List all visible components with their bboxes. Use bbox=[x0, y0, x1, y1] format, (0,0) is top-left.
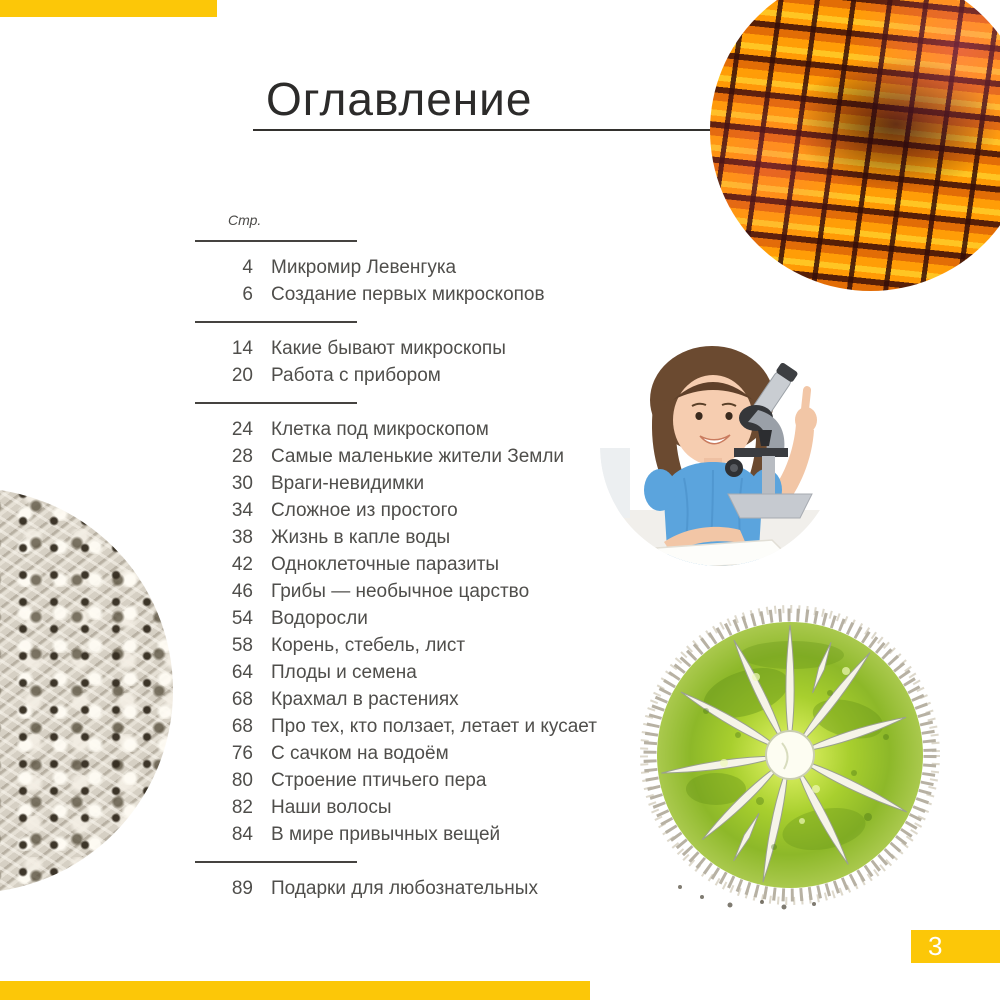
toc-page-number: 34 bbox=[231, 500, 253, 521]
toc-separator bbox=[195, 402, 357, 404]
girl-with-microscope-illustration bbox=[600, 328, 838, 566]
toc-row bbox=[195, 740, 615, 767]
toc-entry-title: Плоды и семена bbox=[271, 662, 417, 683]
toc-page-number: 14 bbox=[231, 338, 253, 359]
toc-entry-title: Работа с прибором bbox=[271, 365, 441, 386]
toc-entry-title: Жизнь в капле воды bbox=[271, 527, 451, 548]
toc-row bbox=[195, 794, 615, 821]
toc-page-number: 84 bbox=[231, 824, 253, 845]
page-number-badge bbox=[911, 930, 1000, 963]
toc-page-number: 6 bbox=[242, 284, 253, 305]
toc-page-number: 30 bbox=[231, 473, 253, 494]
toc-page-number: 28 bbox=[231, 446, 253, 467]
toc-page-number: 24 bbox=[231, 419, 253, 440]
girl-with-microscope-image bbox=[600, 328, 838, 566]
green-alga-micrograph-image bbox=[635, 600, 945, 910]
page-column-label: Стр. bbox=[228, 212, 262, 228]
toc-row bbox=[195, 254, 615, 281]
toc-entry-title: Наши волосы bbox=[271, 797, 392, 818]
title-underline bbox=[253, 129, 712, 131]
toc-page-number: 58 bbox=[231, 635, 253, 656]
toc-page-number: 89 bbox=[231, 878, 253, 899]
toc-entry-title: Крахмал в растениях bbox=[271, 689, 459, 710]
toc-separator bbox=[195, 861, 357, 863]
toc-entry-title: В мире привычных вещей bbox=[271, 824, 501, 845]
toc-entry-title: Клетка под микроскопом bbox=[271, 419, 489, 440]
toc-page-number: 68 bbox=[231, 689, 253, 710]
toc-page-number: 82 bbox=[231, 797, 253, 818]
toc-page-number: 64 bbox=[231, 662, 253, 683]
toc-row bbox=[195, 551, 615, 578]
toc-row bbox=[195, 281, 615, 308]
spongy-fiber-micrograph-image bbox=[0, 488, 173, 893]
toc-entry-title: Подарки для любознательных bbox=[271, 878, 538, 899]
toc-page-number: 20 bbox=[231, 365, 253, 386]
toc-row bbox=[195, 362, 615, 389]
toc-row bbox=[195, 875, 615, 902]
toc-entry-title: Водоросли bbox=[271, 608, 368, 629]
toc-entry-title: Корень, стебель, лист bbox=[271, 635, 466, 656]
page-title: Оглавление bbox=[266, 73, 533, 125]
top-left-accent-bar bbox=[0, 0, 217, 17]
toc-row bbox=[195, 821, 615, 848]
toc-row bbox=[195, 524, 615, 551]
toc-row bbox=[195, 335, 615, 362]
toc-row bbox=[195, 632, 615, 659]
toc-page-number: 76 bbox=[231, 743, 253, 764]
toc-row bbox=[195, 497, 615, 524]
toc-page-number: 80 bbox=[231, 770, 253, 791]
butterfly-wing-scales-image bbox=[710, 0, 1000, 291]
toc-row bbox=[195, 416, 615, 443]
toc-entry-title: Грибы — необычное царство bbox=[271, 581, 530, 602]
toc-entry-title: Враги-невидимки bbox=[271, 473, 425, 494]
toc-entry-title: Микромир Левенгука bbox=[271, 257, 457, 278]
toc-entry-title: Строение птичьего пера bbox=[271, 770, 487, 791]
toc-page-number: 46 bbox=[231, 581, 253, 602]
toc-list bbox=[195, 227, 615, 902]
toc-entry-title: Самые маленькие жители Земли bbox=[271, 446, 565, 467]
page-number: 3 bbox=[928, 931, 943, 961]
toc-row bbox=[195, 443, 615, 470]
toc-entry-title: Про тех, кто ползает, летает и кусает bbox=[271, 716, 597, 737]
bottom-accent-bar bbox=[0, 981, 590, 1000]
toc-row bbox=[195, 470, 615, 497]
toc-separator bbox=[195, 240, 357, 242]
toc-page-number: 54 bbox=[231, 608, 253, 629]
toc-entry-title: Одноклеточные паразиты bbox=[271, 554, 500, 575]
toc-page-number: 4 bbox=[242, 257, 253, 278]
toc-row bbox=[195, 578, 615, 605]
toc-row bbox=[195, 686, 615, 713]
toc-page-number: 68 bbox=[231, 716, 253, 737]
toc-row bbox=[195, 767, 615, 794]
toc-row bbox=[195, 605, 615, 632]
toc-page-number: 42 bbox=[231, 554, 253, 575]
toc-entry-title: Какие бывают микроскопы bbox=[271, 338, 506, 359]
toc-page-number: 38 bbox=[231, 527, 253, 548]
toc-row bbox=[195, 713, 615, 740]
green-alga-illustration bbox=[635, 600, 945, 910]
toc-separator bbox=[195, 321, 357, 323]
toc-entry-title: С сачком на водоём bbox=[271, 743, 449, 764]
toc-entry-title: Создание первых микроскопов bbox=[271, 284, 545, 305]
toc-entry-title: Сложное из простого bbox=[271, 500, 458, 521]
toc-row bbox=[195, 659, 615, 686]
